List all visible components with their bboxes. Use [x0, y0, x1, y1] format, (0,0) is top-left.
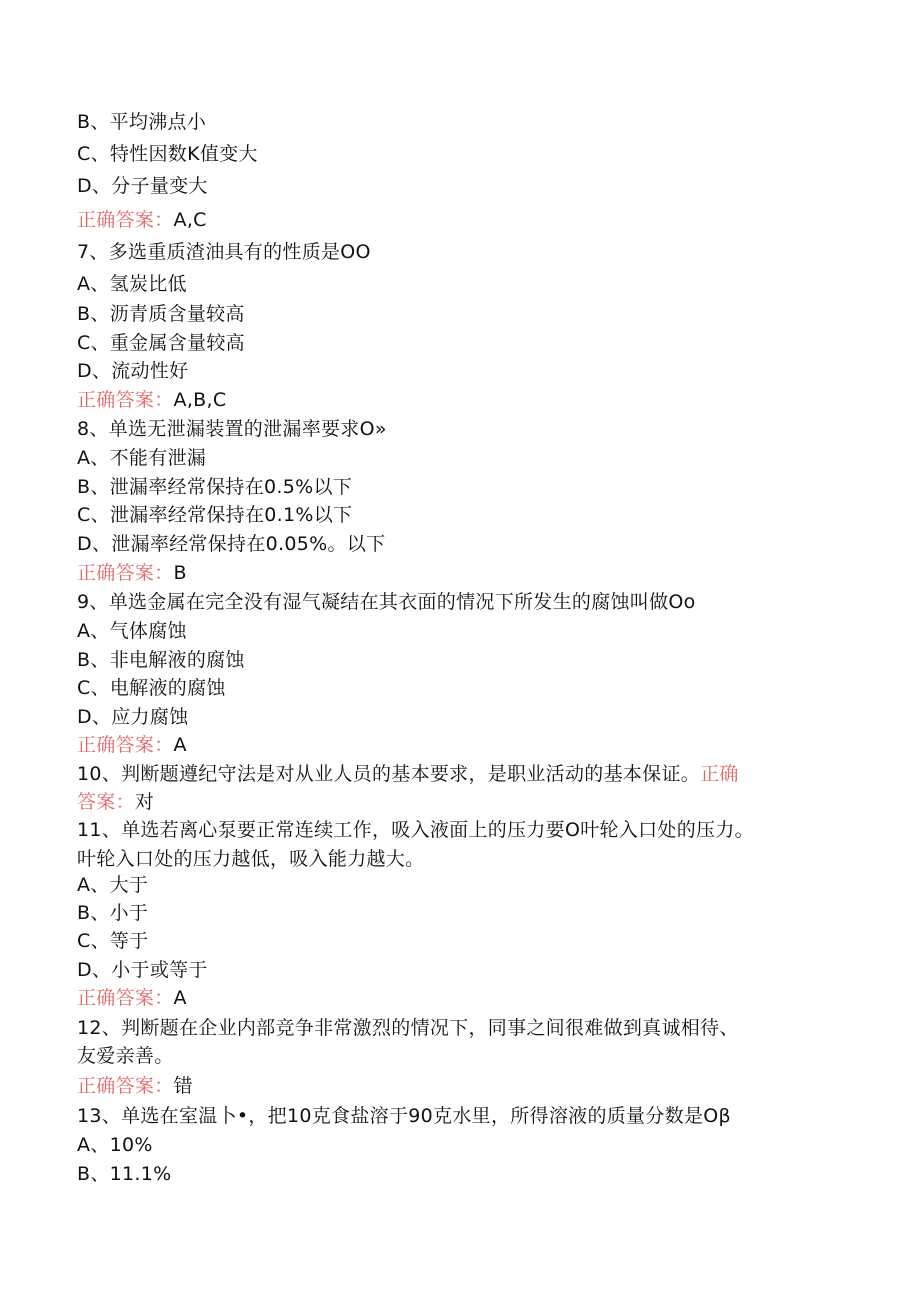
q7-option-c: C、重金属含量较高	[77, 332, 245, 354]
q6-option-c: C、特性因数K值变大	[77, 143, 258, 165]
q11-option-c: C、等于	[77, 930, 149, 952]
answer-value: A,B,C	[173, 389, 227, 411]
answer-label-part1: 正确	[700, 763, 739, 785]
q9-question: 9、单选金属在完全没有湿气凝结在其衣面的情况下所发生的腐蚀叫做Oo	[77, 591, 696, 613]
q13-question: 13、单选在室温卜•，把10克食盐溶于90克水里，所得溶液的质量分数是Oβ	[77, 1105, 731, 1127]
answer-label: 正确答案：	[77, 209, 174, 231]
q8-option-a: A、不能有泄漏	[77, 447, 207, 469]
q8-option-d: D、泄漏率经常保持在0.05%。以下	[77, 533, 386, 555]
q8-question: 8、单选无泄漏装置的泄漏率要求O»	[77, 418, 387, 440]
q13-option-a: A、10%	[77, 1134, 153, 1156]
q11-question-line1: 11、单选若离心泵要正常连续工作，吸入液面上的压力要O叶轮入口处的压力。	[77, 819, 754, 841]
q13-option-b: B、11.1%	[77, 1163, 172, 1185]
answer-label-part2: 答案：	[77, 791, 135, 813]
q12-question-line2: 友爱亲善。	[77, 1045, 174, 1067]
q8-option-b: B、泄漏率经常保持在0.5%以下	[77, 476, 353, 498]
q12-answer	[77, 1074, 193, 1098]
q7-option-a: A、氢炭比低	[77, 273, 187, 295]
q8-option-c: C、泄漏率经常保持在0.1%以下	[77, 504, 353, 526]
answer-label: 正确答案：	[77, 562, 174, 584]
answer-label: 正确答案：	[77, 1075, 174, 1097]
q11-question-line2: 叶轮入口处的压力越低，吸入能力越大。	[77, 848, 425, 870]
q6-option-b: B、平均沸点小	[77, 111, 207, 133]
q9-answer	[77, 733, 187, 757]
q10-question	[77, 762, 739, 786]
q9-option-a: A、气体腐蚀	[77, 620, 187, 642]
q7-option-d: D、流动性好	[77, 360, 189, 382]
answer-label: 正确答案：	[77, 389, 174, 411]
q11-option-a: A、大于	[77, 874, 149, 896]
q6-option-d: D、分子量变大	[77, 175, 208, 197]
q11-option-b: B、小于	[77, 902, 149, 924]
q11-answer	[77, 986, 187, 1010]
q10-question-text: 10、判断题遵纪守法是对从业人员的基本要求，是职业活动的基本保证。	[77, 763, 701, 785]
answer-value: A	[173, 734, 187, 756]
q7-question: 7、多选重质渣油具有的性质是OO	[77, 241, 371, 263]
answer-value: A,C	[173, 209, 207, 231]
q8-answer	[77, 561, 187, 585]
answer-value: B	[173, 562, 187, 584]
answer-label: 正确答案：	[77, 734, 174, 756]
q10-answer	[77, 790, 154, 814]
q11-option-d: D、小于或等于	[77, 959, 208, 981]
q7-answer	[77, 388, 226, 412]
answer-value: A	[173, 987, 187, 1009]
answer-label: 正确答案：	[77, 987, 174, 1009]
q7-option-b: B、沥青质含量较高	[77, 303, 245, 325]
q6-answer	[77, 208, 207, 232]
q9-option-c: C、电解液的腐蚀	[77, 677, 226, 699]
q9-option-b: B、非电解液的腐蚀	[77, 649, 245, 671]
q9-option-d: D、应力腐蚀	[77, 706, 189, 728]
q12-question-line1: 12、判断题在企业内部竞争非常激烈的情况下，同事之间很难做到真诚相待、	[77, 1017, 739, 1039]
answer-value: 错	[173, 1075, 193, 1097]
answer-value: 对	[134, 791, 155, 813]
